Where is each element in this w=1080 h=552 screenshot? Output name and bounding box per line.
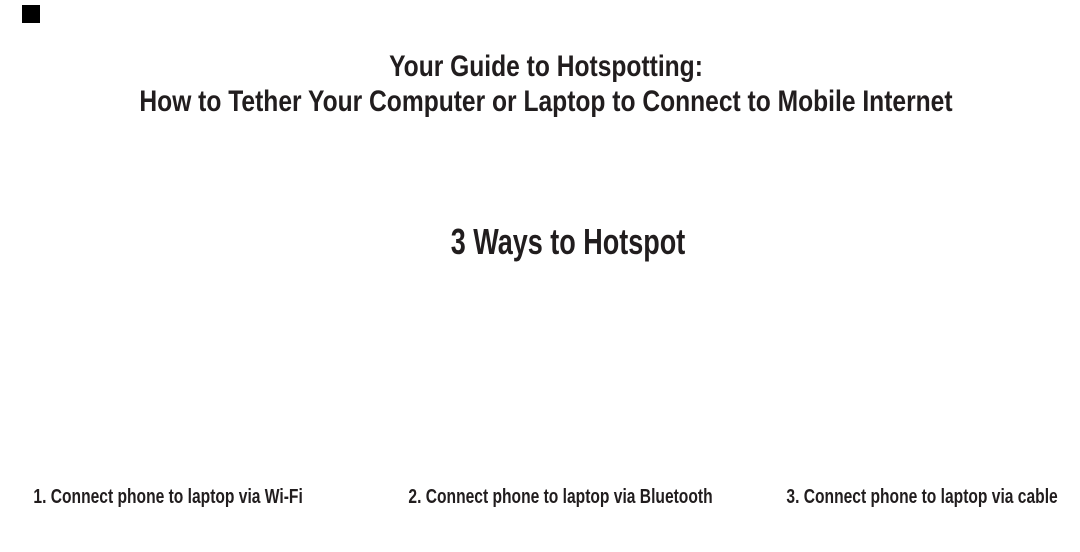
title-line-1: Your Guide to Hotspotting: xyxy=(389,50,703,83)
corner-marker-square xyxy=(22,5,40,23)
method-caption-2: 2. Connect phone to laptop via Bluetooth xyxy=(408,486,713,508)
section-heading: 3 Ways to Hotspot xyxy=(450,221,686,262)
method-caption-1: 1. Connect phone to laptop via Wi-Fi xyxy=(33,486,303,508)
method-caption-3: 3. Connect phone to laptop via cable xyxy=(786,486,1058,508)
title-line-2: How to Tether Your Computer or Laptop to Connect to Mobile Internet xyxy=(139,85,953,118)
page-title xyxy=(103,49,989,119)
